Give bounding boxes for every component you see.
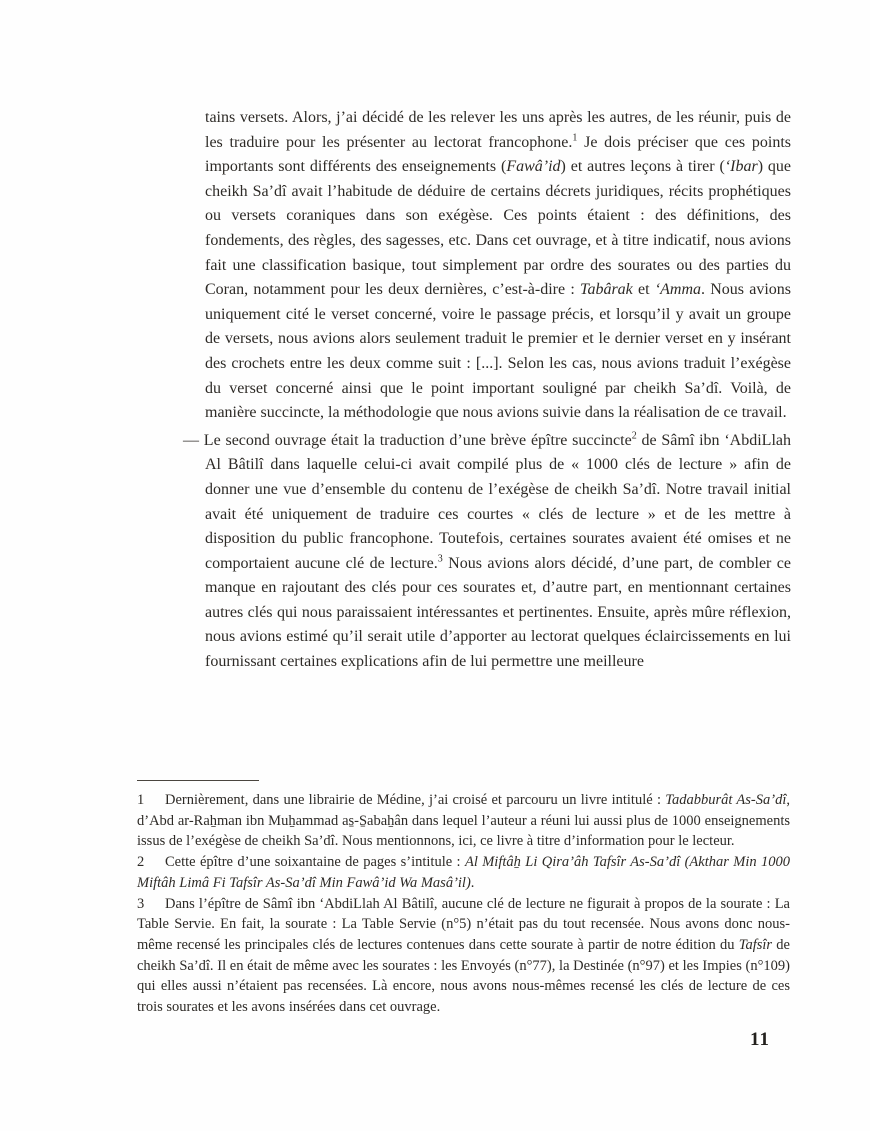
footnote-reference: 1	[572, 132, 578, 144]
text-run: tains versets. Alors, j’ai décidé de les relever les uns après les autres, de les réunir, puis de les traduire pour les présenter au lectorat francophone.	[205, 109, 791, 151]
italic-title-text: Tadabburât As-Sa’dî	[665, 792, 787, 808]
text-run: de cheikh Sa’dî. Il en était de même avec les sourates : les Envoyés (n°77), la Destinée (n°97) et les Impies (n°109) qui elles aussi n’étaient pas recensées. Là encore, nous avons nous-mêmes recensé les clés de lecture de ces trois sourates et les avons insérées dans cet ouvrage.	[137, 936, 790, 1016]
text-run: Dans l’épître de Sâmî ibn ‘AbdiLlah Al Bâtilî, aucune clé de lecture ne figurait à propos de la sourate : La Table Servie. En fait, la sourate : La Table Servie (n°5) n’était pas du tout recensée. Nous avons donc nous-même recensé les principales clés de lectures contenues dans cette sourate à partir de notre édition du	[137, 895, 790, 953]
dash-list-paragraph	[183, 429, 792, 675]
text-run: Cette épître d’une soixantaine de pages s’intitule :	[165, 854, 465, 871]
footnote-reference: 2	[631, 430, 637, 442]
footnote-2	[137, 852, 790, 893]
text-run: Je dois préciser que ces points importants sont différents des enseignements (	[205, 133, 792, 176]
text-run: Dernièrement, dans une librairie de Médine, j’ai croisé et parcouru un livre intitulé :	[165, 792, 666, 808]
italic-title-text: Fawâ’id	[506, 158, 561, 176]
footnote-number: 3	[137, 895, 145, 912]
italic-title-text: ‘Amma	[654, 281, 701, 299]
text-run: de Sâmî ibn ‘AbdiLlah Al Bâtilî dans laquelle celui-ci avait compilé plus de « 1000 clés de lecture » afin de donner une vue d’ensemble du contenu de l’exégèse de cheikh Sa’dî. Notre travail initial avait été uniquement de traduire ces courtes « clés de lecture » et de les mettre à disposition du public francophone. Toutefois, certaines sourates avaient été omises et ne comportaient aucune clé de lecture.	[205, 431, 791, 572]
italic-title-text: Tafsîr	[738, 936, 773, 953]
text-run: ) que cheikh Sa’dî avait l’habitude de déduire de certains décrets juridiques, récits prophétiques ou versets coraniques dans son exégèse. Ces points étaient : des définitions, des fondements, des règles, des sagesses, etc. Dans cet ouvrage, et à titre indicatif, nous avions fait une classification basique, tout simplement par ordre des sourates ou des parties du Coran, notamment pour les deux dernières, c’est-à-dire :	[205, 158, 791, 299]
footnotes-block	[137, 780, 790, 1018]
page-number: 11	[750, 1029, 770, 1050]
text-run: .	[470, 874, 475, 891]
footnote-number: 2	[137, 854, 145, 871]
footnotes-list	[137, 790, 790, 1018]
footnote-separator-rule	[137, 780, 259, 781]
text-run: ) et autres leçons à tirer (	[560, 158, 725, 176]
footnote-reference: 3	[437, 553, 443, 565]
italic-title-text: Al Miftâẖ Li Qira’âh Tafsîr As-Sa’dî (Akthar Min 1000 Miftâh Limâ Fi Tafsîr As-Sa’dî Min Fawâ’id Wa Masâ’il)	[137, 854, 791, 891]
text-run: , d’Abd ar-Raẖman ibn Muẖammad as̱-S̱abaẖân dans lequel l’auteur a réuni lui aussi plus de 1000 enseignements issus de l’exégèse de cheikh Sa’dî. Nous mentionnons, ici, ce livre à titre d’information pour le lecteur.	[137, 792, 790, 850]
body-paragraph	[205, 106, 791, 426]
footnote-3	[137, 894, 790, 1018]
text-run: et	[632, 281, 655, 299]
text-run: . Nous avions uniquement cité le verset concerné, voire le passage précis, et lorsqu’il y avait un groupe de versets, nous avions alors seulement traduit le premier et le dernier verset en y insérant des crochets entre les deux comme suit : [...]. Selon les cas, nous avions traduit l’exégèse du verset concerné ainsi que le point important souligné par cheikh Sa’dî. Voilà, de manière succincte, la méthodologie que nous avions suivie dans la réalisation de ce travail.	[205, 281, 792, 422]
text-run: Nous avions alors décidé, d’une part, de combler ce manque en rajoutant des clés pour ces sourates et, d’autre part, en mentionnant certaines autres clés qui nous paraissaient intéressantes et pertinentes. Ensuite, après mûre réflexion, nous avions estimé qu’il serait utile d’apporter au lectorat quelques éclaircissements en lui fournissant certaines explications afin de lui permettre une meilleure	[205, 554, 792, 671]
footnote-1	[137, 790, 790, 852]
italic-title-text: Tabârak	[580, 281, 633, 299]
text-run: — Le second ouvrage était la traduction d’une brève épître succincte	[183, 431, 632, 449]
footnote-number: 1	[137, 792, 145, 808]
italic-title-text: ‘Ibar	[724, 158, 758, 176]
body-text	[183, 106, 792, 675]
